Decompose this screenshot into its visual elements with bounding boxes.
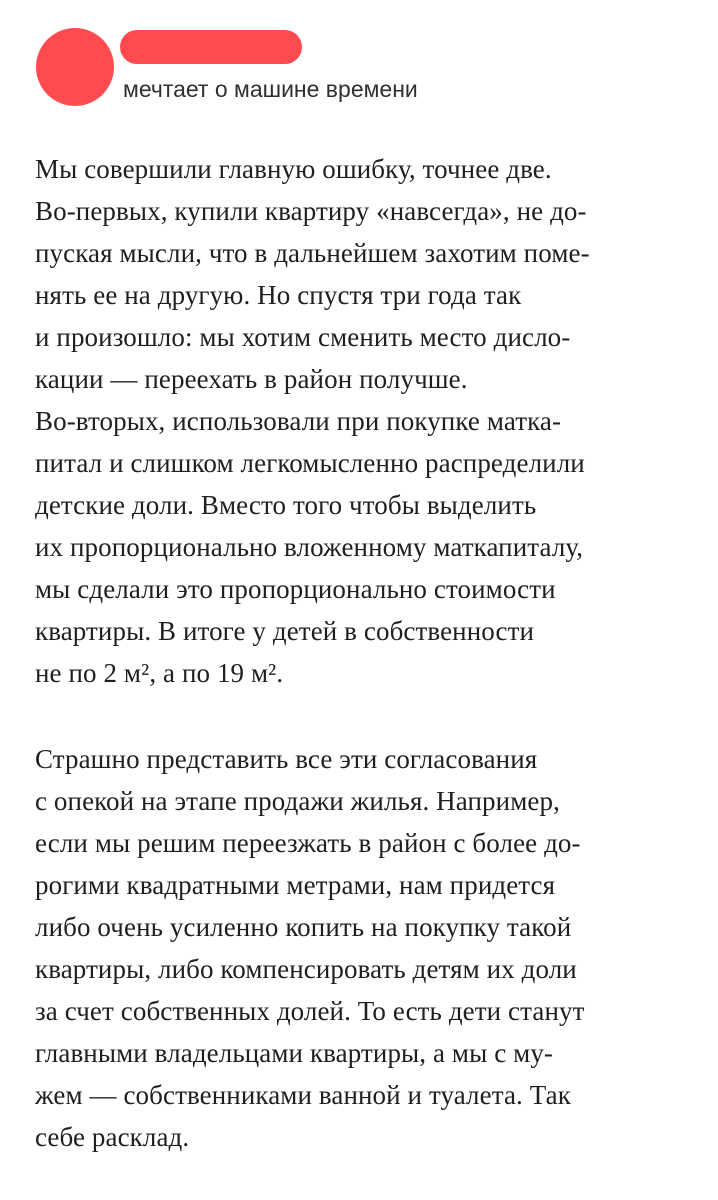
name-redaction-mark	[120, 30, 302, 64]
paragraph-line: квартиры. В итоге у детей в собственности	[35, 616, 535, 646]
paragraph-line: если мы решим переезжать в район с более до-	[35, 828, 581, 858]
paragraph-line: и произошло: мы хотим сменить место дисло-	[35, 322, 571, 352]
paragraph-2	[35, 738, 690, 1158]
paragraph-line: кации — переехать в район получше.	[35, 364, 468, 394]
paragraph-line: Страшно представить все эти согласования	[35, 744, 538, 774]
paragraph-line: за счет собственных долей. То есть дети станут	[35, 996, 585, 1026]
paragraph-line: не по 2 м², а по 19 м².	[35, 658, 284, 688]
paragraph-line: себе расклад.	[35, 1122, 190, 1152]
author-name: Е	[124, 31, 143, 62]
post-author-header	[28, 18, 698, 118]
paragraph-line: главными владельцами квартиры, а мы с му-	[35, 1038, 554, 1068]
redacted-avatar	[36, 28, 114, 106]
paragraph-line: рогими квадратными метрами, нам придется	[35, 870, 556, 900]
paragraph-line: жем — собственниками ванной и туалета. Так	[35, 1080, 571, 1110]
paragraph-line: их пропорционально вложенному маткапиталу,	[35, 532, 584, 562]
paragraph-line: питал и слишком легкомысленно распределили	[35, 448, 585, 478]
paragraph-line: Мы совершили главную ошибку, точнее две.	[35, 154, 552, 184]
paragraph-line: нять ее на другую. Но спустя три года так	[35, 280, 522, 310]
paragraph-line: Во-первых, купили квартиру «навсегда», не до-	[35, 196, 587, 226]
paragraph-1	[35, 148, 690, 694]
paragraph-line: квартиры, либо компенсировать детям их доли	[35, 954, 577, 984]
paragraph-line: мы сделали это пропорционально стоимости	[35, 574, 556, 604]
paragraph-line: с опекой на этапе продажи жилья. Например,	[35, 786, 560, 816]
paragraph-line: либо очень усиленно копить на покупку такой	[35, 912, 572, 942]
paragraph-line: пуская мысли, что в дальнейшем захотим поме-	[35, 238, 590, 268]
paragraph-line: Во-вторых, использовали при покупке матка-	[35, 406, 562, 436]
paragraph-separator	[35, 694, 690, 738]
author-status: мечтает о машине времени	[123, 76, 418, 102]
post-body	[35, 148, 690, 1158]
paragraph-line: детские доли. Вместо того чтобы выделить	[35, 490, 537, 520]
